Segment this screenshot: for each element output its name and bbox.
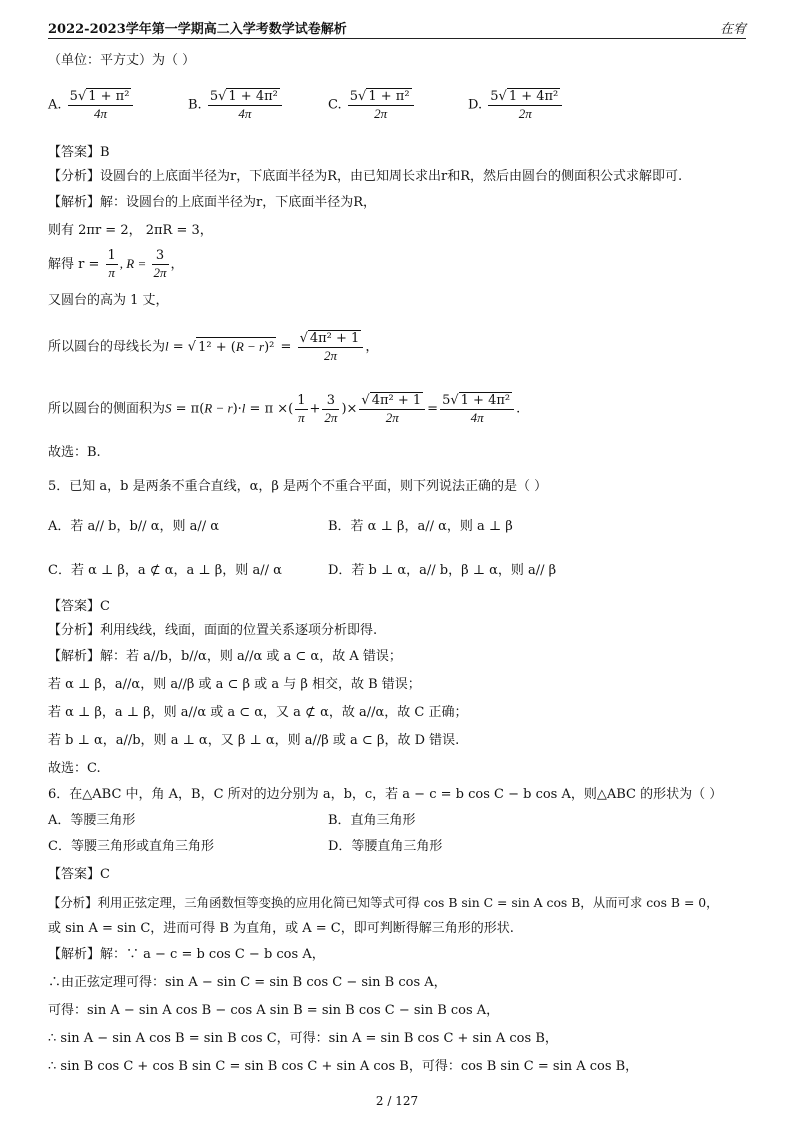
frac-den: 4π: [94, 106, 108, 121]
q4-solution-5: 所以圆台的母线长为l = √ 1² + (R − r)² = $\frac{\text{√ 4π² + 1}}{2\pi}$ ，: [48, 331, 379, 363]
frac-radicand: 1 + 4π²: [508, 89, 559, 104]
page-number: 2 / 127: [375, 1094, 419, 1108]
q4-option-d: [468, 88, 564, 122]
q6-option-d: D．等腰直角三角形: [328, 839, 443, 854]
sol3-text: 解得 r =: [48, 257, 104, 272]
frac-num: 5: [69, 89, 78, 104]
q5-analysis: 【分析】利用线线，线面，面面的位置关系逐项分析即得.: [48, 623, 378, 638]
q5-stem: 5．已知 a，b 是两条不重合直线，α，β 是两个不重合平面，则下列说法正确的是（ ）: [48, 479, 548, 494]
sol6-text: 所以圆台的侧面积为: [48, 401, 166, 417]
q4-solution-4: 又圆台的高为 1 丈，: [48, 293, 169, 308]
q6-solution-1: 【解析】解：∵ a − c = b cos C − b cos A，: [48, 947, 325, 962]
q4-choose: 故选：B.: [48, 445, 101, 460]
q5-option-a: A．若 a// b，b// α，则 a// α: [48, 519, 220, 534]
frac-den: 2π: [518, 106, 532, 121]
option-label: A.: [48, 97, 62, 113]
option-label: B.: [188, 97, 202, 113]
q6-analysis-1: 【分析】利用正弦定理，三角函数恒等变换的应用化简已知等式可得 cos B sin C = sin A cos B，从而可求 cos B = 0，: [48, 895, 719, 910]
option-fraction: $\frac{\text{5√ 1 + π²}}{4\pi}$: [68, 88, 134, 122]
q4-option-c: [328, 88, 416, 122]
frac-den: 4π: [238, 106, 252, 121]
q6-stem: 6．在△ABC 中，角 A，B，C 所对的边分别为 a，b，c，若 a − c = b cos C − b cos A，则△ABC 的形状为（ ）: [48, 787, 723, 802]
frac-radicand: 1 + π²: [88, 89, 130, 104]
q5-answer: 【答案】C: [48, 599, 110, 614]
frac-radicand: 1 + π²: [368, 89, 410, 104]
q6-option-b: B．直角三角形: [328, 813, 416, 828]
option-fraction: $\frac{\text{5√ 1 + π²}}{2\pi}$: [348, 88, 414, 122]
q4-unit-line: （单位：平方丈）为（ ）: [48, 53, 196, 68]
q4-solution-6: 所以圆台的侧面积为S = π(R − r)·l = π ×( $\frac{1}{\pi}$ + $\frac{3}{2\pi}$ )× $\frac{\text{√ 4π² + 1}}{2\pi}$ = $\frac{\text{5√ 1 + 4π²}}{4\pi}$ .: [48, 392, 521, 425]
q6-solution-3: 可得：sin A − sin A cos B − cos A sin B = sin B cos C − sin B cos A，: [48, 1003, 500, 1018]
option-fraction: $\frac{\text{5√ 1 + 4π²}}{2\pi}$: [488, 88, 562, 122]
q5-option-d: D．若 b ⊥ α，a// b，β ⊥ α，则 a// β: [328, 563, 557, 578]
frac-num: 5: [490, 89, 499, 104]
header-author: 在宥: [719, 22, 746, 37]
header-title: 2022-2023学年第一学期高二入学考数学试卷解析: [48, 22, 347, 37]
q6-solution-2: ∴由正弦定理可得：sin A − sin C = sin B cos C − sin B cos A，: [48, 975, 447, 990]
option-label: C.: [328, 97, 342, 113]
q4-analysis: 【分析】设圆台的上底面半径为r，下底面半径为R，由已知周长求出r和R，然后由圆台的侧面积公式求解即可.: [48, 169, 683, 184]
q6-solution-4: ∴ sin A − sin A cos B = sin B cos C，可得：sin A = sin B cos C + sin A cos B，: [48, 1031, 558, 1046]
q5-solution-2: 若 α ⊥ β，a//α，则 a//β 或 a ⊂ β 或 a 与 β 相交，故 B 错误；: [48, 677, 421, 692]
q4-option-a: [48, 88, 135, 122]
q4-option-b: [188, 88, 284, 122]
frac-num: 5: [209, 89, 219, 104]
frac-num: 5: [349, 89, 359, 104]
q4-solution-2: 则有 2πr = 2， 2πR = 3，: [48, 223, 213, 238]
q5-option-c: C．若 α ⊥ β，a ⊄ α，a ⊥ β，则 a// α: [48, 563, 282, 578]
q5-solution-3: 若 α ⊥ β，a ⊥ β，则 a//α 或 a ⊂ α，又 a ⊄ α，故 a//α，故 C 正确；: [48, 705, 468, 720]
option-fraction: $\frac{\text{5√ 1 + 4π²}}{4\pi}$: [208, 88, 282, 122]
frac-den: 2π: [374, 106, 388, 121]
q6-option-a: A．等腰三角形: [48, 813, 136, 828]
q4-solution-3: 解得 r = $\frac{1}{\pi}$ , R = $\frac{3}{2\pi}$ ，: [48, 248, 184, 280]
q6-analysis-2: 或 sin A = sin C，进而可得 B 为直角，或 A = C，即可判断得解三角形的形状.: [48, 921, 514, 936]
header-rule: [48, 38, 746, 39]
q5-option-b: B．若 α ⊥ β，a// α，则 a ⊥ β: [328, 519, 513, 534]
q5-solution-4: 若 b ⊥ α，a//b，则 a ⊥ α，又 β ⊥ α，则 a//β 或 a ⊂ β，故 D 错误.: [48, 733, 460, 748]
q5-choose: 故选：C.: [48, 761, 101, 776]
q6-answer: 【答案】C: [48, 867, 110, 882]
frac-radicand: 1 + 4π²: [228, 89, 278, 104]
option-label: D.: [468, 97, 483, 113]
page-header: [48, 18, 746, 36]
q5-solution-1: 【解析】解：若 a//b，b//α，则 a//α 或 a ⊂ α，故 A 错误；: [48, 649, 402, 664]
q4-answer: 【答案】B: [48, 145, 110, 160]
q6-option-c: C．等腰三角形或直角三角形: [48, 839, 214, 854]
q4-solution-1: 【解析】解：设圆台的上底面半径为r，下底面半径为R，: [48, 195, 377, 210]
q6-solution-5: ∴ sin B cos C + cos B sin C = sin B cos C + sin A cos B，可得：cos B sin C = sin A cos B，: [48, 1059, 639, 1074]
sol5-text: 所以圆台的母线长为: [48, 339, 166, 355]
